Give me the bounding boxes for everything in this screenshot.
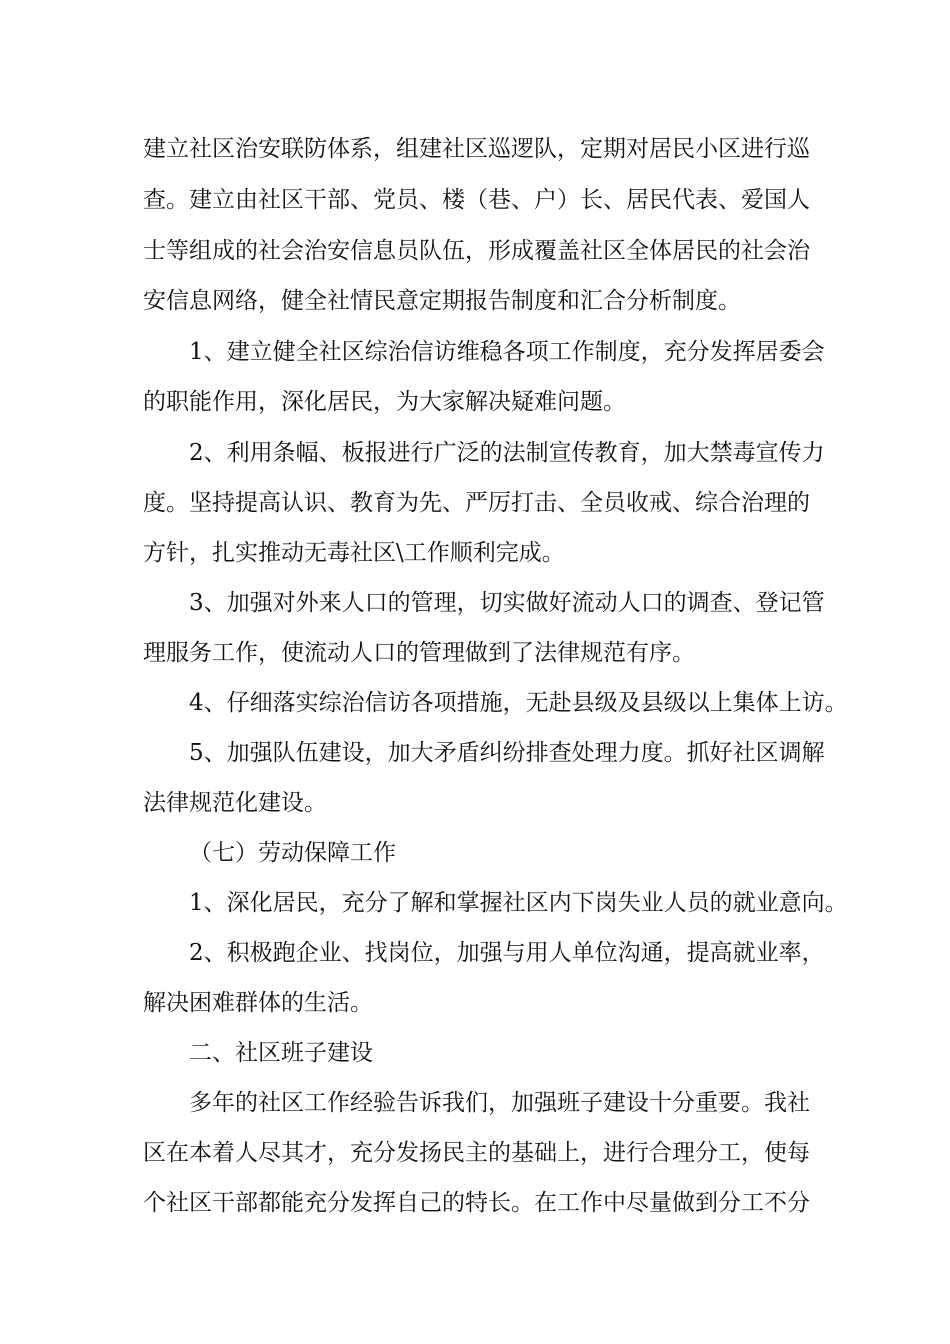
section-heading: 二、社区班子建设 bbox=[189, 1040, 373, 1066]
section-heading: （七）劳动保障工作 bbox=[189, 840, 396, 866]
list-item-1: 1、建立健全社区综治信访维稳各项工作制度，充分发挥居委会 bbox=[189, 339, 825, 365]
list-item-3: 3、加强对外来人口的管理，切实做好流动人口的调查、登记管 bbox=[189, 590, 825, 616]
body-text-line: 解决困难群体的生活。 bbox=[143, 990, 373, 1016]
body-text-line: 的职能作用，深化居民，为大家解决疑难问题。 bbox=[143, 389, 626, 415]
list-item-5: 5、加强队伍建设，加大矛盾纠纷排查处理力度。抓好社区调解 bbox=[189, 740, 825, 766]
body-text-line: 查。建立由社区干部、党员、楼（巷、户）长、居民代表、爱国人 bbox=[143, 187, 810, 213]
body-text-line: 士等组成的社会治安信息员队伍，形成覆盖社区全体居民的社会治 bbox=[143, 238, 810, 264]
body-text-line: 方针，扎实推动无毒社区\工作顺利完成。 bbox=[143, 540, 565, 566]
body-text-line: 理服务工作，使流动人口的管理做到了法律规范有序。 bbox=[143, 640, 695, 666]
list-item-1: 1、深化居民，充分了解和掌握社区内下岗失业人员的就业意向。 bbox=[189, 890, 848, 916]
body-text-line: 法律规范化建设。 bbox=[143, 790, 327, 816]
body-text-line: 安信息网络，健全社情民意定期报告制度和汇合分析制度。 bbox=[143, 288, 741, 314]
body-text-line: 区在本着人尽其才，充分发扬民主的基础上，进行合理分工，使每 bbox=[143, 1140, 810, 1166]
body-text-line: 个社区干部都能充分发挥自己的特长。在工作中尽量做到分工不分 bbox=[143, 1190, 810, 1216]
list-item-2: 2、利用条幅、板报进行广泛的法制宣传教育，加大禁毒宣传力 bbox=[189, 440, 825, 466]
body-text-line: 度。坚持提高认识、教育为先、严厉打击、全员收戒、综合治理的 bbox=[143, 490, 810, 516]
body-text-line: 建立社区治安联防体系，组建社区巡逻队，定期对居民小区进行巡 bbox=[143, 136, 810, 162]
list-item-4: 4、仔细落实综治信访各项措施，无赴县级及县级以上集体上访。 bbox=[189, 690, 848, 716]
list-item-2: 2、积极跑企业、找岗位，加强与用人单位沟通，提高就业率， bbox=[189, 940, 825, 966]
paragraph-start: 多年的社区工作经验告诉我们，加强班子建设十分重要。我社 bbox=[189, 1090, 810, 1116]
